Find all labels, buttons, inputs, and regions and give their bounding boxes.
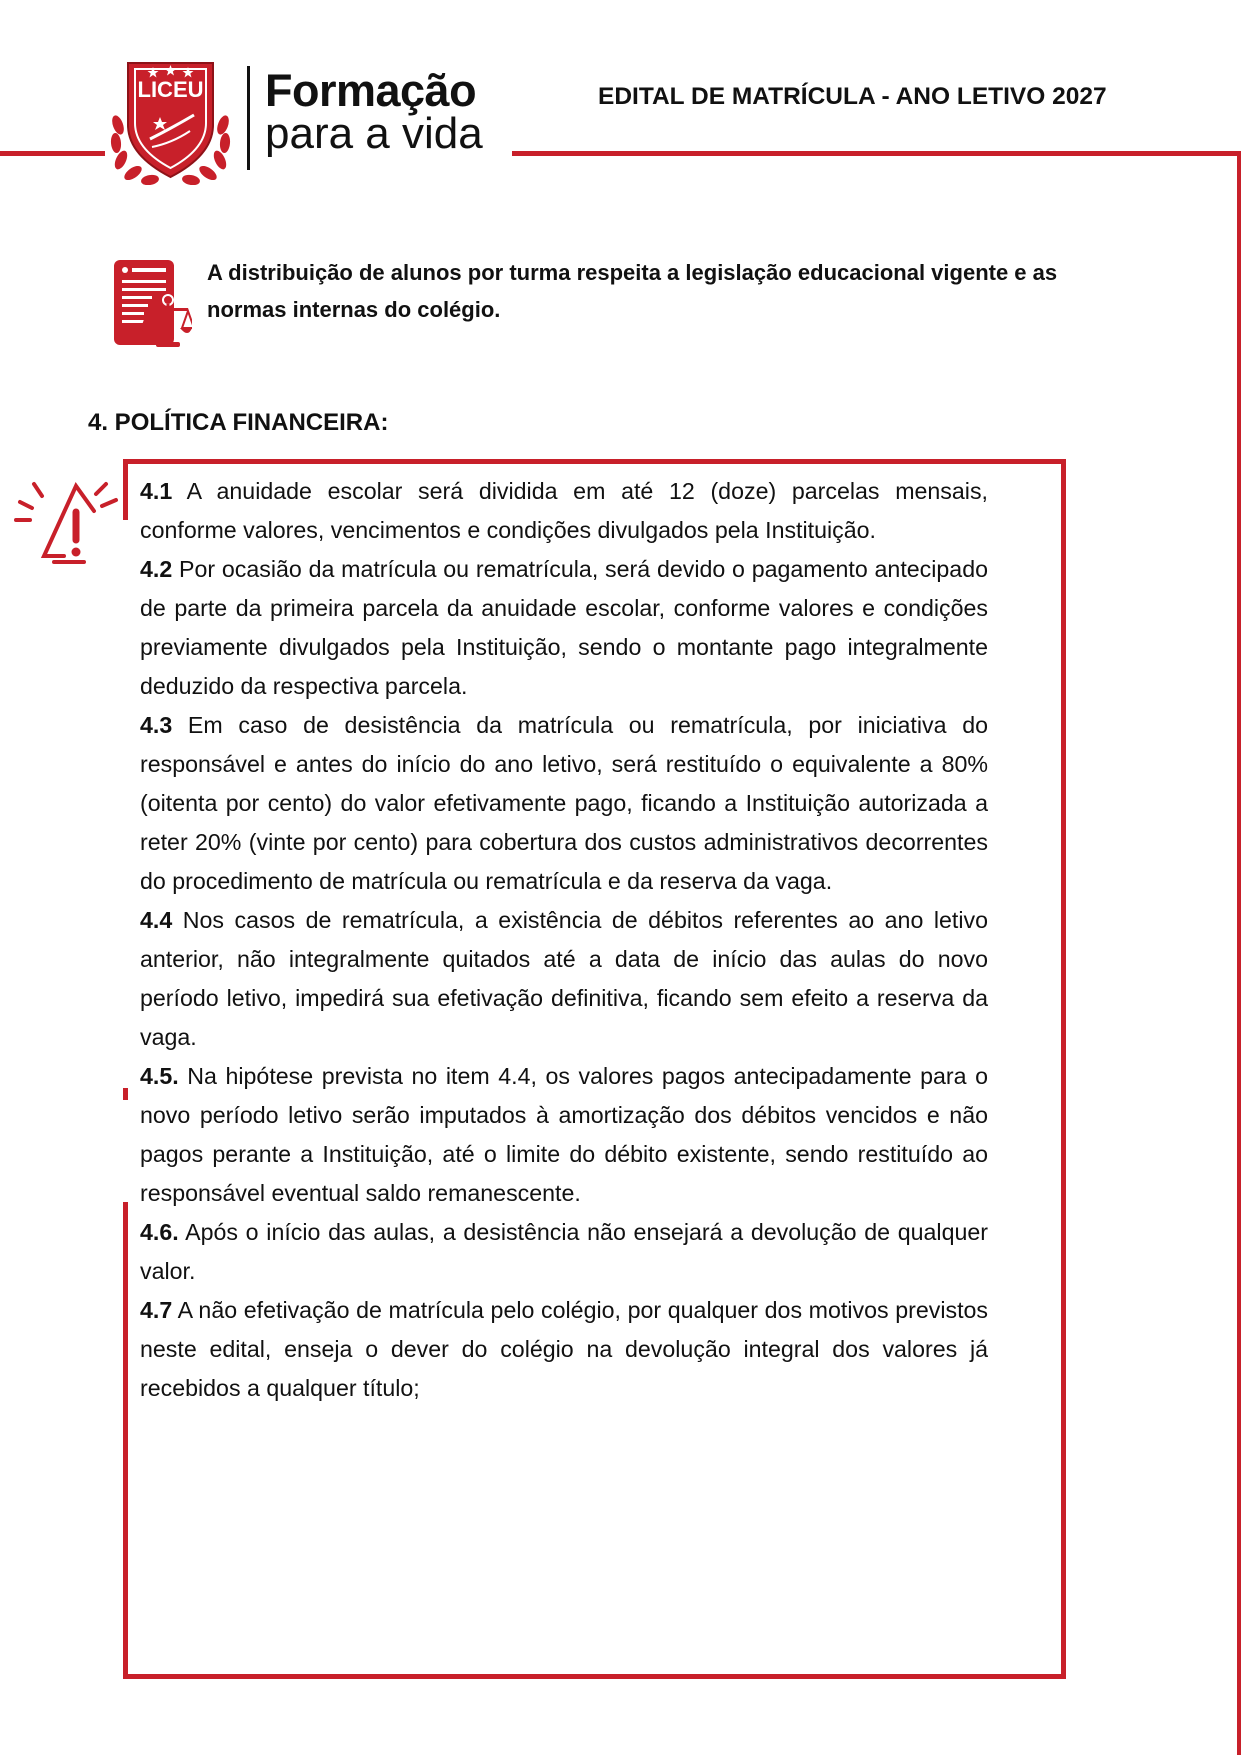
- svg-text:LICEU: LICEU: [137, 77, 204, 102]
- clause-4-4: [140, 901, 988, 1057]
- warning-alert-icon: [14, 466, 132, 570]
- clause-text: Nos casos de rematrícula, a existência de débitos referentes ao ano letivo anterior, não integralmente quitados até a data de início das aulas do novo período letivo, impedirá sua efetivação definitiva, ficando sem efeito a reserva da vaga.: [140, 907, 988, 1050]
- clause-4-3: [140, 706, 988, 901]
- law-document-scales-icon: [112, 258, 192, 353]
- clause-text: Após o início das aulas, a desistência não ensejará a devolução de qualquer valor.: [140, 1219, 988, 1284]
- brand-divider: [247, 66, 250, 170]
- document-title: EDITAL DE MATRÍCULA - ANO LETIVO 2027: [598, 83, 1107, 110]
- clause-text: Na hipótese prevista no item 4.4, os valores pagos antecipadamente para o novo período letivo serão imputados à amortização dos débitos vencidos e não pagos perante a Instituição, até o limite do débito existente, sendo restituído ao responsável eventual saldo remanescente.: [140, 1063, 988, 1206]
- clause-number: 4.6.: [140, 1219, 179, 1245]
- clause-4-6: [140, 1213, 988, 1291]
- clause-number: 4.7: [140, 1297, 173, 1323]
- section-title: 4. POLÍTICA FINANCEIRA:: [88, 409, 389, 436]
- clause-number: 4.3: [140, 712, 173, 738]
- clauses-list: [140, 472, 988, 1408]
- frame-right-line: [1237, 151, 1241, 1755]
- clause-number: 4.1: [140, 478, 173, 504]
- frame-top-left-line: [0, 151, 105, 156]
- liceu-logo-icon: [108, 55, 233, 185]
- brand-subtitle: para a vida: [265, 109, 483, 158]
- clause-4-1: [140, 472, 988, 550]
- clause-number: 4.2: [140, 556, 173, 582]
- brand-title: Formação: [265, 65, 477, 116]
- clause-number: 4.5.: [140, 1063, 179, 1089]
- notice-text: A distribuição de alunos por turma respeita a legislação educacional vigente e as normas internas do colégio.: [207, 260, 1058, 322]
- clause-text: Por ocasião da matrícula ou rematrícula, será devido o pagamento antecipado de parte da primeira parcela da anuidade escolar, conforme valores e condições previamente divulgados pela Instituição, sendo o montante pago integralmente deduzido da respectiva parcela.: [140, 556, 988, 699]
- clause-text: Em caso de desistência da matrícula ou rematrícula, por iniciativa do responsável e antes do início do ano letivo, será restituído o equivalente a 80% (oitenta por cento) do valor efetivamente pago, ficando a Instituição autorizada a reter 20% (vinte por cento) para cobertura dos custos administrativos decorrentes do procedimento de matrícula ou rematrícula e da reserva da vaga.: [140, 712, 988, 894]
- frame-top-right-line: [512, 151, 1241, 156]
- clause-4-2: [140, 550, 988, 706]
- clause-text: A anuidade escolar será dividida em até 12 (doze) parcelas mensais, conforme valores, vencimentos e condições divulgados pela Instituição.: [140, 478, 988, 543]
- clause-4-5: [140, 1057, 988, 1213]
- clause-text: A não efetivação de matrícula pelo colégio, por qualquer dos motivos previstos neste edital, enseja o dever do colégio na devolução integral dos valores já recebidos a qualquer título;: [140, 1297, 988, 1401]
- clause-number: 4.4: [140, 907, 173, 933]
- clause-4-7: [140, 1291, 988, 1408]
